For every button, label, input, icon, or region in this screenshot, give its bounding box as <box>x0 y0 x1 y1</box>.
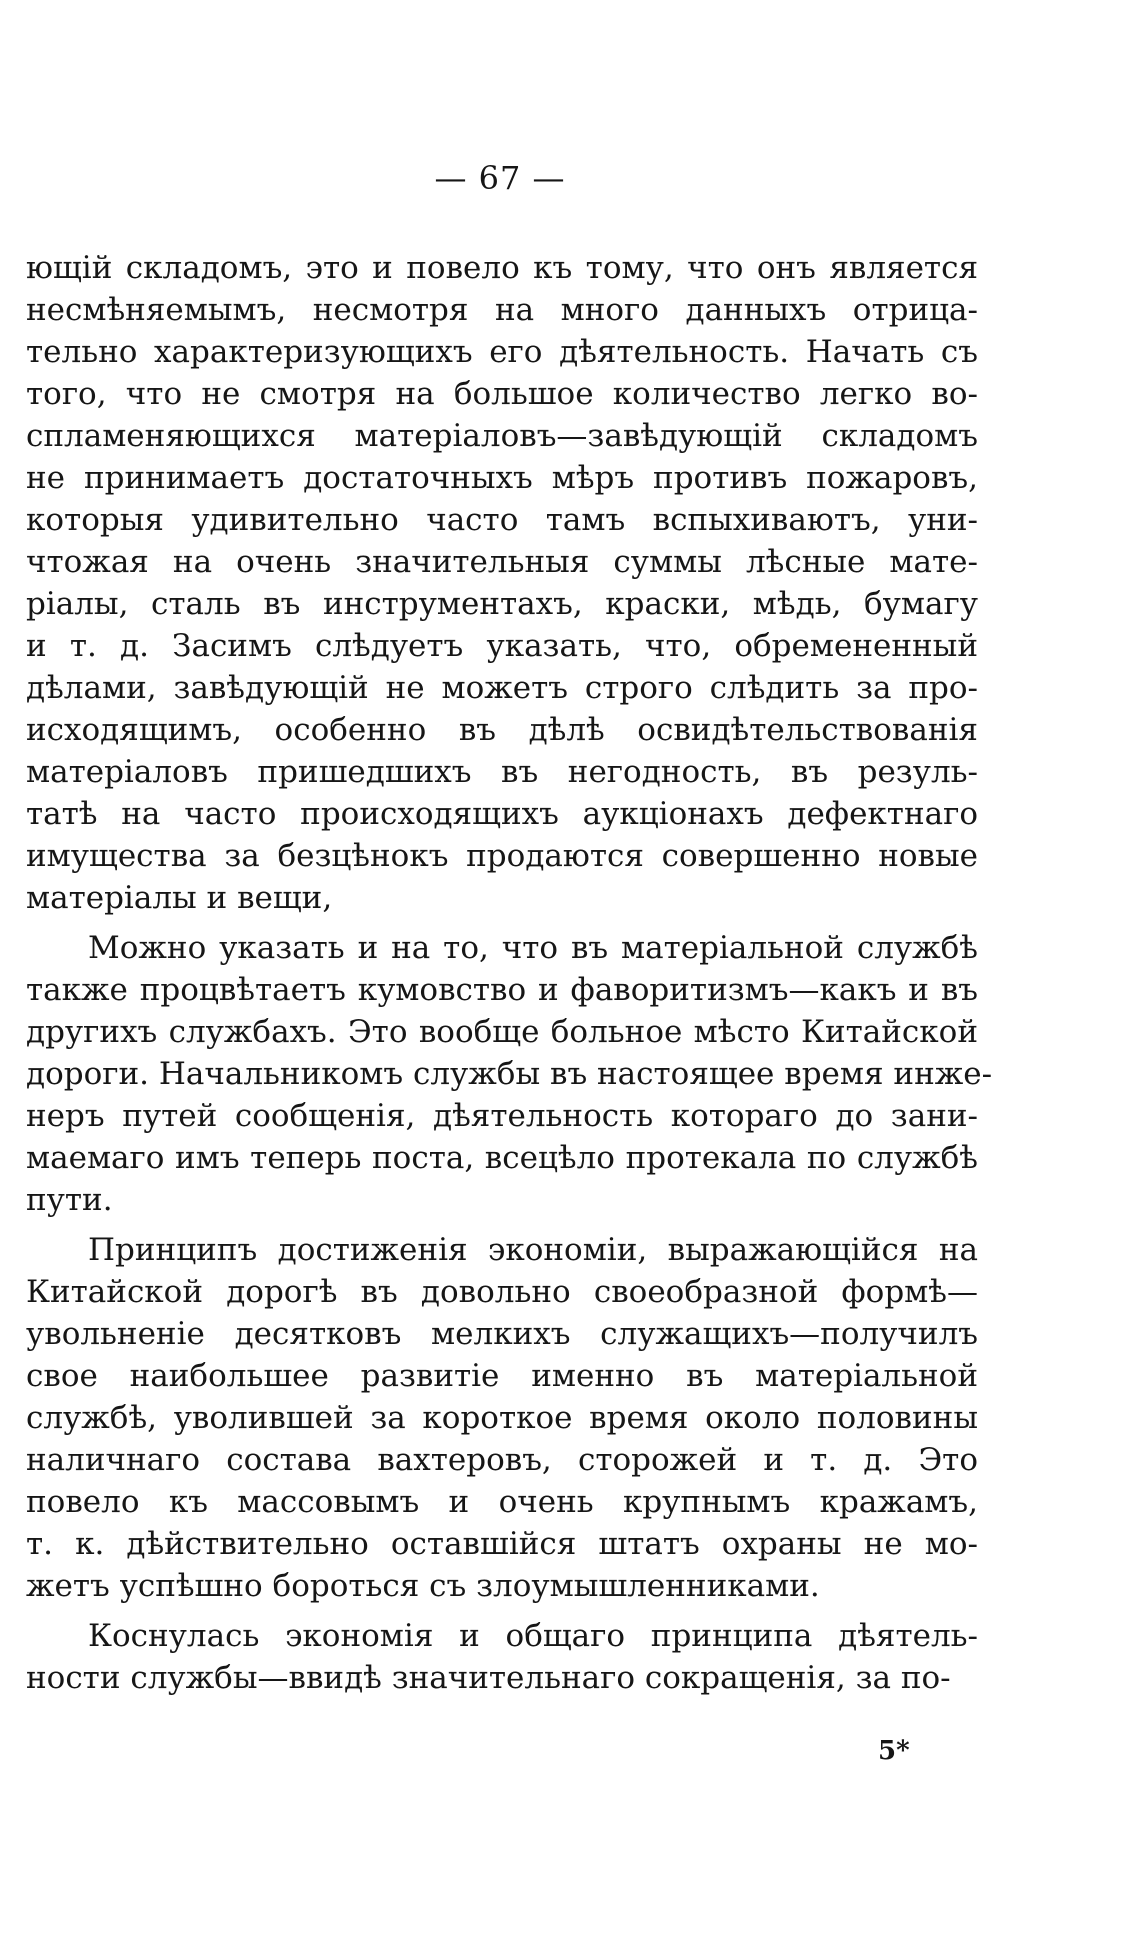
body-text <box>26 247 993 1707</box>
text-line: наличнаго состава вахтеровъ, сторожей и т. д. Это <box>26 1442 978 1478</box>
text-line: также процвѣтаетъ кумовство и фаворитизмъ—какъ и въ <box>26 972 978 1008</box>
text-line: Китайской дорогѣ въ довольно своеобразной формѣ— <box>26 1274 978 1310</box>
text-line: тельно характеризующихъ его дѣятельность. Начать съ <box>26 334 978 370</box>
text-line: другихъ службахъ. Это вообще больное мѣсто Китайской <box>26 1014 978 1050</box>
text-line: службѣ, уволившей за короткое время около половины <box>26 1400 978 1436</box>
text-line: ріалы, сталь въ инструментахъ, краски, мѣдь, бумагу <box>26 586 978 622</box>
printer-signature: 5* <box>878 1736 910 1766</box>
text-line: татѣ на часто происходящихъ аукціонахъ дефектнаго <box>26 796 978 832</box>
text-line: несмѣняемымъ, несмотря на много данныхъ отрица- <box>26 292 978 328</box>
text-line: ющій складомъ, это и повело къ тому, что онъ является <box>26 250 978 286</box>
text-line: повело къ массовымъ и очень крупнымъ кражамъ, <box>26 1484 978 1520</box>
text-line: чтожая на очень значительныя суммы лѣсные мате- <box>26 544 978 580</box>
paragraph-4 <box>26 1615 978 1699</box>
text-line: Принципъ достиженія экономіи, выражающійся на <box>88 1232 978 1268</box>
text-line: имущества за безцѣнокъ продаются совершенно новые <box>26 838 978 874</box>
text-line: и т. д. Засимъ слѣдуетъ указать, что, обремененный <box>26 628 978 664</box>
text-line: неръ путей сообщенія, дѣятельность котораго до зани- <box>26 1098 978 1134</box>
text-line: исходящимъ, особенно въ дѣлѣ освидѣтельствованія <box>26 712 978 748</box>
text-line: матеріаловъ пришедшихъ въ негодность, въ резуль- <box>26 754 978 790</box>
text-line: увольненіе десятковъ мелкихъ служащихъ—получилъ <box>26 1316 978 1352</box>
text-line: Коснулась экономія и общаго принципа дѣятель- <box>88 1618 978 1654</box>
text-line: т. к. дѣйствительно оставшійся штатъ охраны не мо- <box>26 1526 978 1562</box>
page-number: — 67 — <box>434 159 566 197</box>
text-line: дороги. Начальникомъ службы въ настоящее время инже- <box>26 1056 993 1092</box>
text-line: дѣлами, завѣдующій не можетъ строго слѣдить за про- <box>26 670 978 706</box>
text-line: ности службы—ввидѣ значительнаго сокращенія, за по- <box>26 1660 951 1696</box>
text-line: маемаго имъ теперь поста, всецѣло протекала по службѣ <box>26 1140 978 1176</box>
text-line: свое наибольшее развитіе именно въ матеріальной <box>26 1358 978 1394</box>
text-line: пути. <box>26 1182 113 1218</box>
paragraph-2 <box>26 927 993 1221</box>
text-line: матеріалы и вещи, <box>26 880 333 916</box>
paragraph-1 <box>26 247 978 919</box>
text-line: спламеняющихся матеріаловъ—завѣдующій складомъ <box>26 418 978 454</box>
text-line: жетъ успѣшно бороться съ злоумышленниками. <box>26 1568 820 1604</box>
text-line: того, что не смотря на большое количество легко во- <box>26 376 978 412</box>
text-line: не принимаетъ достаточныхъ мѣръ противъ пожаровъ, <box>26 460 978 496</box>
text-line: которыя удивительно часто тамъ вспыхиваютъ, уни- <box>26 502 978 538</box>
paragraph-3 <box>26 1229 978 1607</box>
text-line: Можно указать и на то, что въ матеріальной службѣ <box>88 930 978 966</box>
